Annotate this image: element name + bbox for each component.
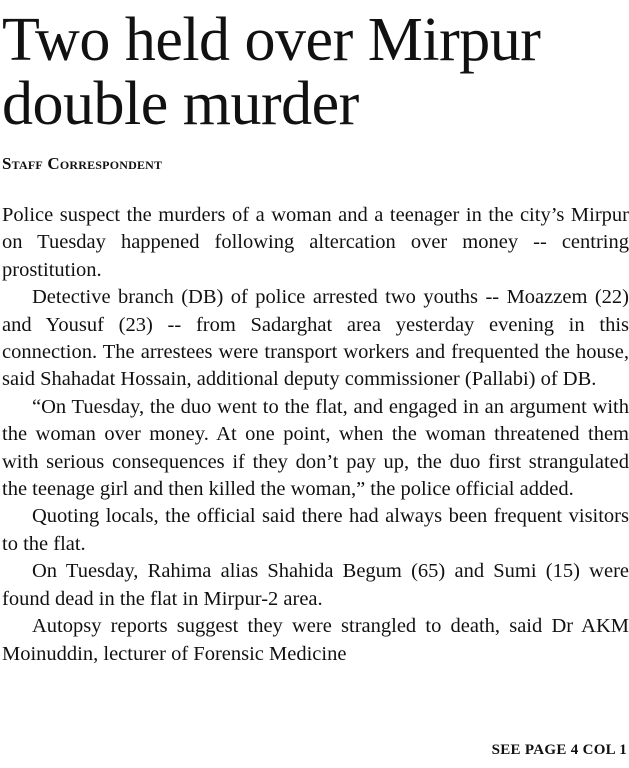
byline: Staff Correspondent [2, 154, 163, 173]
news-article [0, 8, 629, 768]
paragraph: Quoting locals, the official said there had always been frequent visitors to the flat. [2, 505, 629, 555]
paragraph: Detective branch (DB) of police arrested two youths -- Moazzem (22) and Yousuf (23) -- from Sadarghat area yesterday evening in this connection. The arrestees were transport workers and frequented the house, said Shahadat Hossain, additional deputy commissioner (Pallabi) of DB. [2, 286, 629, 391]
paragraph: “On Tuesday, the duo went to the flat, and engaged in an argument with the woman over money. At one point, when the woman threatened them with serious consequences if they don’t pay up, the duo first strangulated the teenage girl and then killed the woman,” the police official added. [2, 395, 629, 501]
article-body [2, 202, 629, 668]
paragraph: On Tuesday, Rahima alias Shahida Begum (65) and Sumi (15) were found dead in the flat in Mirpur-2 area. [2, 560, 629, 610]
paragraph: Autopsy reports suggest they were strangled to death, said Dr AKM Moinuddin, lecturer of Forensic Medicine [2, 615, 629, 665]
continued-on-page-link: SEE PAGE 4 COL 1 [491, 742, 627, 758]
headline: Two held over Mirpur double murder [2, 6, 541, 138]
paragraph: Police suspect the murders of a woman and a teenager in the city’s Mirpur on Tuesday happened following altercation over money -- centring prostitution. [2, 204, 629, 281]
